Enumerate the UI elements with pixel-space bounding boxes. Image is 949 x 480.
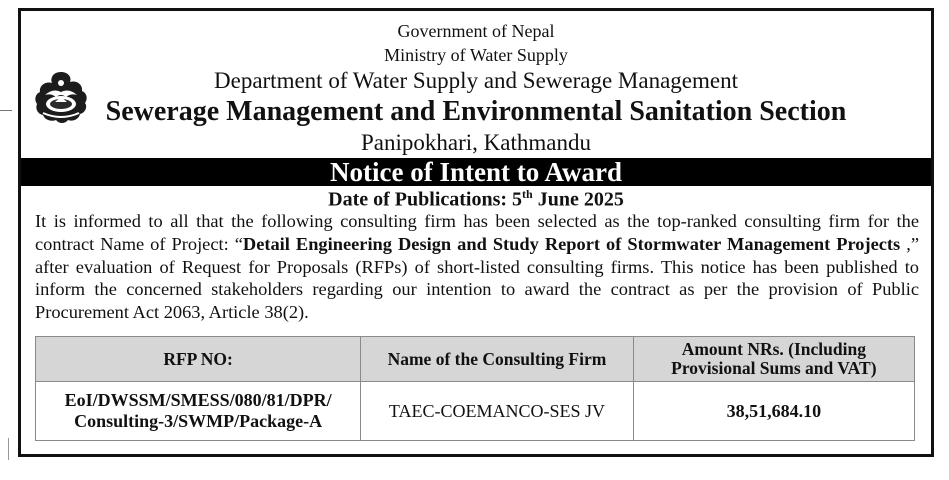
firm-name-cell: TAEC-COEMANCO-SES JV: [361, 382, 633, 441]
paragraph-part1: It is informed to all that the following consulting firm has been selected as the top-ranked consulting firm for the contract Name of Project: “: [35, 211, 919, 254]
amount-cell: 38,51,684.10: [633, 382, 914, 441]
government-line: Government of Nepal: [397, 21, 555, 41]
date-label: Date of Publications: 5: [328, 188, 523, 211]
award-table: [35, 336, 915, 441]
section-title: Sewerage Management and Environmental Sanitation Section: [105, 96, 847, 127]
paragraph-part2: ,” after evaluation of Request for Proposals (RFPs) of short-listed consulting firms. This notice has been published to inform the concerned stakeholders regarding our intention to award the contract as per the provision of Public Procurement Act 2063, Article 38(2).: [35, 233, 920, 323]
rfp-number-cell: EoI/DWSSM/SMESS/080/81/DPR/ Consulting-3/SWMP/Package-A: [36, 382, 361, 441]
scan-edge-line: [8, 438, 9, 460]
scan-edge-line: [0, 110, 12, 111]
date-rest: June 2025: [532, 188, 624, 211]
table-header-row: [36, 337, 915, 382]
notice-frame: [18, 8, 934, 457]
date-suffix: th: [522, 187, 533, 201]
table-row: [36, 382, 915, 441]
notice-paragraph: [35, 210, 919, 324]
header-rfp-no: RFP NO:: [36, 337, 361, 382]
location-line: Panipokhari, Kathmandu: [361, 130, 591, 155]
department-line: Department of Water Supply and Sewerage Management: [214, 68, 738, 93]
project-name: Detail Engineering Design and Study Report of Stormwater Management Projects: [242, 233, 901, 254]
publication-date: [21, 187, 931, 212]
notice-title: Notice of Intent to Award: [21, 158, 931, 186]
header-firm-name: Name of the Consulting Firm: [361, 337, 633, 382]
ministry-line: Ministry of Water Supply: [384, 45, 568, 65]
header-amount: Amount NRs. (Including Provisional Sums and VAT): [633, 337, 914, 382]
